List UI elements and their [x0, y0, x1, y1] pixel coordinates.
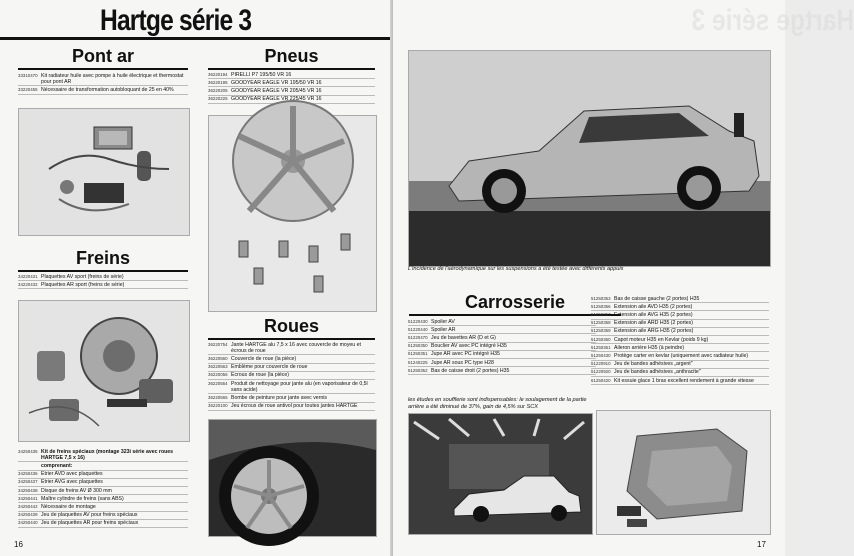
part-description: Jeu de bandes adhésives „argent": [614, 361, 693, 368]
part-row: [18, 512, 188, 520]
page-title: Hartge série 3: [100, 4, 252, 37]
part-ref: 36220056: [208, 372, 228, 378]
part-description: Jeu de bandes adhésives „anthracite": [614, 369, 701, 376]
carrosserie-list-continued: [591, 295, 769, 385]
part-description: Etrier AVG avec plaquettes: [41, 479, 103, 486]
part-row: [208, 403, 375, 411]
part-description: Jeu de plaquettes AV pour freins spéciaux: [41, 512, 138, 519]
part-description: Plaquettes AV sport (freins de série): [41, 273, 124, 280]
part-ref: 36220565: [208, 394, 228, 400]
part-row: [591, 361, 769, 369]
part-ref: 51240225: [408, 359, 428, 365]
part-row: [591, 295, 769, 303]
part-description: Extension aile AVG H35 (2 portes): [614, 311, 693, 318]
section-title-carrosserie: Carrosserie: [409, 292, 621, 316]
part-description: Emblème pour couvercle de roue: [231, 364, 308, 371]
part-ref: 36220564: [208, 380, 228, 386]
part-ref: 51250350: [408, 343, 428, 349]
left-page: [0, 0, 392, 556]
part-description: Etrier AVD avec plaquettes: [41, 471, 103, 478]
part-ref: 51250353: [591, 295, 611, 301]
part-row: [408, 318, 596, 326]
part-ref: 36220225: [208, 96, 228, 102]
part-ref: 51250430: [591, 352, 611, 358]
part-description: Spoiler AV: [431, 318, 455, 325]
part-ref: 51250351: [408, 351, 428, 357]
part-ref: 61250420: [591, 377, 611, 383]
part-ref: 36220194: [208, 71, 228, 77]
part-description: Kit radiateur huile avec pompe à huile électrique et thermostat pour pont AR: [41, 72, 184, 85]
part-description: Jante HARTGE alu 7,5 x 16 avec couvercle de moyeu et écrous de roue: [231, 341, 361, 354]
part-ref: 34250439: [18, 512, 38, 518]
part-ref: 36220100: [208, 403, 228, 409]
part-row: [591, 320, 769, 328]
part-description: Extension aile AVD H35 (2 portes): [614, 303, 693, 310]
part-ref: 51220430: [408, 318, 428, 324]
part-row: [18, 462, 188, 470]
part-row: [408, 343, 596, 351]
part-description: Disque de freins AV Ø 300 mm: [41, 487, 112, 494]
part-row: [591, 344, 769, 352]
part-ref: 36220195: [208, 79, 228, 85]
part-row: [18, 273, 188, 281]
part-row: [208, 79, 375, 87]
part-row: [408, 359, 596, 367]
part-ref: 51220440: [408, 326, 428, 332]
part-description: Couvercle de roue (la pièce): [231, 355, 297, 362]
brake-kit-photo: [18, 300, 190, 442]
part-ref: 51250356: [591, 303, 611, 309]
part-description: Kit de freins spéciaux (montage 323i série avec roues HARTGE 7,5 x 16): [41, 448, 174, 461]
section-title-roues: Roues: [208, 316, 375, 340]
part-row: [208, 380, 375, 394]
part-description: Jeu écrous de roue antivol pour toutes jantes HARTGE: [231, 403, 358, 410]
roues-list: [208, 341, 375, 411]
part-row: [591, 336, 769, 344]
part-description: Nécessaire de montage: [41, 503, 96, 510]
part-ref: 51220470: [408, 334, 428, 340]
part-ref: 36220205: [208, 87, 228, 93]
part-description: GOODYEAR EAGLE VR 225/45 VR 16: [231, 96, 322, 103]
part-description: Protège carter en kevlar (uniquement avec radiateur huile): [614, 352, 749, 359]
part-row: [591, 352, 769, 360]
wind-tunnel-photo: [408, 413, 593, 535]
part-description: Aileron arrière H35 (à peindre): [614, 344, 685, 351]
part-description: comprenant:: [41, 462, 73, 469]
part-description: Spoiler AR: [431, 326, 456, 333]
title-rule: [0, 37, 392, 40]
part-row: [591, 328, 769, 336]
part-row: [408, 367, 596, 375]
part-description: PIRELLI P7 195/50 VR 16: [231, 71, 292, 78]
part-ref: 34250435: [18, 448, 38, 454]
part-ref: 34250440: [18, 520, 38, 526]
part-ref: 36220563: [208, 364, 228, 370]
part-ref: 34250438: [18, 487, 38, 493]
part-ref: 51250359: [591, 328, 611, 334]
part-description: Extension aile ARD H35 (2 portes): [614, 320, 694, 327]
part-description: Extension aile ARG H35 (2 portes): [614, 328, 694, 335]
part-description: Plaquettes AR sport (freins de série): [41, 281, 125, 288]
part-ref: 34220432: [18, 281, 38, 287]
freins-list: [18, 273, 188, 289]
section-title-pneus: Pneus: [208, 46, 375, 70]
part-row: [208, 372, 375, 380]
part-ref: 51250352: [408, 367, 428, 373]
aero-caption: L'incidence de l'aérodynamique sur les suspensions a été testée avec différents appuis: [408, 266, 624, 272]
part-row: [408, 334, 596, 342]
part-row: [208, 364, 375, 372]
part-row: [18, 503, 188, 511]
right-page: [393, 0, 854, 556]
part-row: [591, 369, 769, 377]
part-row: [408, 326, 596, 334]
part-description: Produit de nettoyage pour jante alu (en vaporisateur de 0,5l sans acide): [231, 380, 368, 393]
part-description: Ecrous de roue (la pièce): [231, 372, 289, 379]
show-through-title: Hartge série 3: [691, 4, 854, 37]
pont-ar-parts-photo: [18, 108, 190, 236]
part-description: Jupe AR sous PC type H28: [431, 359, 494, 366]
part-ref: 34250436: [18, 471, 38, 477]
part-row: [208, 71, 375, 79]
part-ref: 36220754: [208, 341, 228, 347]
part-description: Bas de caisse gauche (2 portes) H35: [614, 295, 700, 302]
part-description: Bouclier AV avec PC intégré H35: [431, 343, 507, 350]
part-ref: 51220920: [591, 369, 611, 375]
part-row: [18, 479, 188, 487]
bmw-coupe-photo: [408, 50, 771, 267]
part-ref: 51250360: [591, 336, 611, 342]
part-ref: 33220455: [18, 86, 38, 92]
part-ref: 51250361: [591, 344, 611, 350]
pont-ar-list: [18, 72, 188, 95]
part-row: [18, 281, 188, 289]
part-row: [18, 448, 188, 462]
part-row: [208, 355, 375, 363]
part-row: [18, 487, 188, 495]
part-description: GOODYEAR EAGLE VR 205/45 VR 16: [231, 87, 322, 94]
part-ref: 34250441: [18, 495, 38, 501]
part-row: [591, 303, 769, 311]
kevlar-skid-plate-photo: [596, 410, 771, 535]
part-row: [18, 495, 188, 503]
part-description: Jeu de bavettes AR (D et G): [431, 334, 496, 341]
carrosserie-list: [408, 318, 596, 375]
part-row: [18, 86, 188, 94]
part-ref: 51250357: [591, 311, 611, 317]
part-ref: 51250358: [591, 320, 611, 326]
part-row: [408, 351, 596, 359]
part-ref: 34250437: [18, 479, 38, 485]
wheel-and-nuts-photo: [208, 115, 377, 312]
part-ref: 36220560: [208, 355, 228, 361]
part-description: Bas de caisse droit (2 portes) H35: [431, 367, 510, 374]
part-ref: 51220910: [591, 361, 611, 367]
part-ref: 34250442: [18, 503, 38, 509]
part-description: Maître cylindre de freins (sans ABS): [41, 495, 124, 502]
part-ref: [18, 463, 41, 469]
brake-kit-list: [18, 448, 188, 528]
part-row: [18, 471, 188, 479]
page-number-left: 16: [14, 540, 23, 549]
part-description: Kit essuie glace 1 bras excellent rendement à grande vitesse: [614, 377, 754, 384]
page-number-right: 17: [757, 540, 766, 549]
part-ref: 34220431: [18, 273, 38, 279]
part-row: [591, 377, 769, 385]
part-description: Bombe de peinture pour jante avec vernis: [231, 394, 328, 401]
part-description: Nécessaire de transformation autobloquant de 25 en 40%: [41, 86, 174, 93]
part-row: [591, 311, 769, 319]
part-row: [18, 520, 188, 528]
pneus-list: [208, 71, 375, 104]
part-row: [208, 87, 375, 95]
part-row: [208, 394, 375, 402]
part-description: Jeu de plaquettes AR pour freins spéciaux: [41, 520, 139, 527]
part-description: GOODYEAR EAGLE VR 195/50 VR 16: [231, 79, 322, 86]
part-ref: 33310470: [18, 72, 38, 78]
section-title-freins: Freins: [18, 248, 188, 272]
part-description: Capot moteur H35 en Kevlar (poids 9 kg): [614, 336, 709, 343]
part-row: [208, 341, 375, 355]
wind-tunnel-caption: les études en soufflerie sont indispensables: le soulagement de la partie arrière a été diminué de 37%, gain de 4,5% sur SCX: [408, 397, 587, 410]
car-wheel-photo: [208, 419, 377, 537]
part-description: Jupe AR avec PC intégré H35: [431, 351, 500, 358]
part-row: [18, 72, 188, 86]
section-title-pont-ar: Pont ar: [18, 46, 188, 70]
